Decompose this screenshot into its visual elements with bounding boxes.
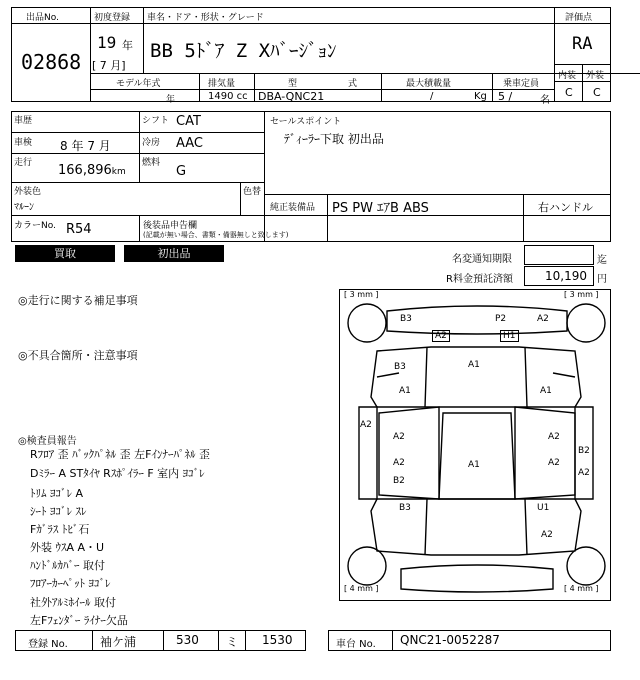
damage-mark: A2	[548, 458, 560, 468]
mileage-value: 166,896	[58, 163, 112, 178]
after-label: 後装品申告欄	[143, 221, 198, 231]
exterior-label: 外装	[586, 71, 605, 81]
inspector-line: Fｶﾞﾗｽ ﾄﾋﾞ石	[30, 523, 90, 536]
purchase-tag: 買取	[15, 245, 115, 262]
equipment-label: 純正装備品	[270, 203, 316, 213]
damage-mark: B3	[400, 314, 412, 324]
type-label-2: 式	[348, 79, 358, 89]
chassis-number: QNC21-0052287	[400, 633, 500, 647]
tire-depth-rear-left: [ 4 mm ]	[344, 584, 379, 593]
model-code: DBA-QNC21	[258, 90, 325, 103]
inspector-line: 社外ｱﾙﾐﾎｲｰﾙ 取付	[30, 596, 116, 609]
car-label: 車名・ドア・形状・グレード	[147, 13, 264, 23]
capacity	[498, 90, 512, 103]
sales-points: ﾃﾞｨｰﾗｰ下取 初出品	[284, 132, 384, 146]
tire-value: [ 4	[344, 584, 358, 593]
ac: AAC	[176, 136, 203, 151]
chassis-label: 車台 No.	[336, 639, 376, 650]
damage-mark: A2	[393, 432, 405, 442]
damage-mark: A2	[541, 530, 553, 540]
car-name: BB 5ﾄﾞｱ Z Xﾊﾞｰｼﾞｮﾝ	[150, 40, 337, 62]
model-year-label: モデル年式	[116, 79, 161, 89]
damage-mark: B2	[393, 476, 405, 486]
mileage-unit: km	[111, 167, 126, 177]
wheel-front-left	[348, 304, 386, 342]
damage-mark: A1	[468, 460, 480, 470]
defect-title: ◎不具合箇所・注意事項	[18, 349, 138, 362]
after-note: (記載が無い場合、書類・備器無しと致します)	[143, 231, 289, 239]
wheel-front-right	[567, 304, 605, 342]
tire-depth-rear-right: [ 4 mm ]	[564, 584, 599, 593]
exterior-grade: C	[593, 86, 601, 99]
ext-color: ﾏﾙｰﾝ	[14, 202, 34, 213]
sales-points-label: セールスポイント	[270, 117, 342, 127]
damage-mark: U1	[537, 503, 550, 513]
damage-mark: A2	[578, 468, 590, 478]
inspection-year-unit: 年	[71, 139, 84, 153]
wheel-rear-left	[348, 547, 386, 585]
damage-mark: B3	[399, 503, 411, 513]
capacity-value: 5	[498, 90, 505, 103]
type-label: 型	[288, 79, 298, 89]
lot-number: 02868	[21, 50, 82, 74]
rear-bumper	[401, 565, 553, 592]
inspection-date	[60, 137, 111, 154]
tire-value: [ 3	[344, 290, 358, 299]
color-no: R54	[66, 222, 92, 237]
steering-side: 右ハンドル	[538, 201, 593, 214]
damage-mark: A2	[537, 314, 549, 324]
tire-value: [ 4	[564, 584, 578, 593]
shift-label: シフト	[142, 116, 170, 126]
inspector-line: Dﾐﾗｰ A STﾀｲﾔ Rｽﾎﾟｲﾗｰ F 室内 ﾖｺﾞﾚ	[30, 467, 205, 480]
inspector-line: Rﾌﾛｱ 歪 ﾊﾞｯｸﾊﾟﾈﾙ 歪 左Fｲﾝﾅｰﾊﾟﾈﾙ 歪	[30, 448, 210, 461]
reg-number: 1530	[262, 633, 293, 647]
reg-class: 530	[176, 633, 199, 647]
inspector-line: ﾄﾘﾑ ﾖｺﾞﾚ A	[30, 487, 84, 500]
shift: CAT	[176, 114, 201, 129]
damage-mark: A1	[399, 386, 411, 396]
history-label: 車歴	[14, 116, 33, 126]
max-load-sep: /	[430, 91, 434, 102]
damage-mark: A2	[432, 330, 450, 342]
year-unit: 年	[122, 39, 133, 52]
damage-mark: A1	[468, 360, 480, 370]
first-reg-month-wrap: [ 7 月]	[92, 59, 126, 72]
interior-label: 内装	[558, 71, 577, 81]
damage-mark: H1	[500, 330, 519, 342]
model-year-unit: 年	[166, 95, 176, 105]
tire-unit: mm	[577, 290, 593, 299]
reg-label: 登録 No.	[28, 639, 68, 650]
tire-unit: mm	[357, 584, 373, 593]
deadline-unit: 迄	[597, 255, 607, 266]
recycle-unit: 円	[597, 274, 607, 285]
lot-label: 出品No.	[26, 13, 59, 23]
ext-color-label: 外装色	[14, 187, 42, 197]
inspection-month: 7	[87, 139, 95, 153]
damage-mark: A1	[540, 386, 552, 396]
tire-depth-front-left: [ 3 mm ]	[344, 290, 379, 299]
damage-mark: A2	[548, 432, 560, 442]
displacement-value: 1490	[208, 91, 234, 102]
color-no-label: カラーNo.	[14, 221, 56, 231]
color-change-label: 色替	[243, 187, 262, 197]
first-reg-year: 19	[97, 33, 117, 52]
inspection-label: 車検	[14, 138, 33, 148]
interior-grade: C	[565, 86, 573, 99]
first-reg-label: 初度登録	[94, 13, 131, 23]
deadline-field	[524, 245, 594, 265]
mileage-label: 走行	[14, 158, 33, 168]
reg-kana: ミ	[226, 635, 239, 649]
roof	[439, 413, 515, 499]
tire-unit: mm	[357, 290, 373, 299]
capacity-unit: 名	[540, 95, 550, 106]
supplement-title: ◎走行に関する補足事項	[18, 294, 138, 307]
inspection-month-unit: 月	[98, 139, 111, 153]
reg-place: 袖ケ浦	[100, 635, 137, 649]
damage-mark: A2	[360, 420, 372, 430]
first-reg-month: 7	[99, 59, 107, 72]
deadline-label: 名変通知期限	[452, 254, 512, 265]
mileage	[58, 163, 126, 178]
month-unit: 月	[110, 59, 122, 72]
tire-depth-front-right: [ 3 mm ]	[564, 290, 599, 299]
displacement-label: 排気量	[208, 79, 236, 89]
ac-label: 冷房	[142, 138, 161, 148]
inspector-line: ﾊﾝﾄﾞﾙｶﾊﾞｰ 取付	[30, 559, 105, 572]
tire-value: [ 3	[564, 290, 578, 299]
inspector-line: 左Fﾌｪﾝﾀﾞｰ ﾗｲﾅｰ欠品	[30, 614, 128, 627]
fuel-label: 燃料	[142, 158, 161, 168]
inspector-title: ◎検査員報告	[18, 436, 77, 447]
damage-mark: B3	[394, 362, 406, 372]
damage-mark: A2	[393, 458, 405, 468]
max-load-unit: Kg	[474, 91, 487, 102]
inspection-year: 8	[60, 139, 68, 153]
equipment: PS PW ｴｱB ABS	[332, 201, 429, 216]
inspector-line: ｼｰﾄ ﾖｺﾞﾚ ｽﾚ	[30, 505, 87, 518]
recycle-label: R料金預託済額	[446, 274, 513, 285]
max-load-label: 最大積載量	[406, 79, 452, 89]
damage-mark: B2	[578, 446, 590, 456]
overall-score: RA	[572, 34, 593, 54]
car-diagram	[339, 289, 611, 601]
recycle-value: 10,190	[545, 269, 587, 283]
wheel-rear-right	[567, 547, 605, 585]
damage-mark: P2	[495, 314, 507, 324]
fuel: G	[176, 164, 187, 179]
displacement-unit: cc	[236, 91, 248, 102]
inspector-line: ﾌﾛｱｰｶｰﾍﾟｯﾄ ﾖｺﾞﾚ	[30, 577, 111, 590]
tire-unit: mm	[577, 584, 593, 593]
displacement	[208, 91, 248, 102]
capacity-sep: /	[508, 90, 513, 103]
inspector-line: 外装 ｳｽA A・U	[30, 541, 105, 554]
first-listing-tag: 初出品	[124, 245, 224, 262]
capacity-label: 乗車定員	[503, 79, 540, 89]
score-label: 評価点	[565, 13, 593, 23]
